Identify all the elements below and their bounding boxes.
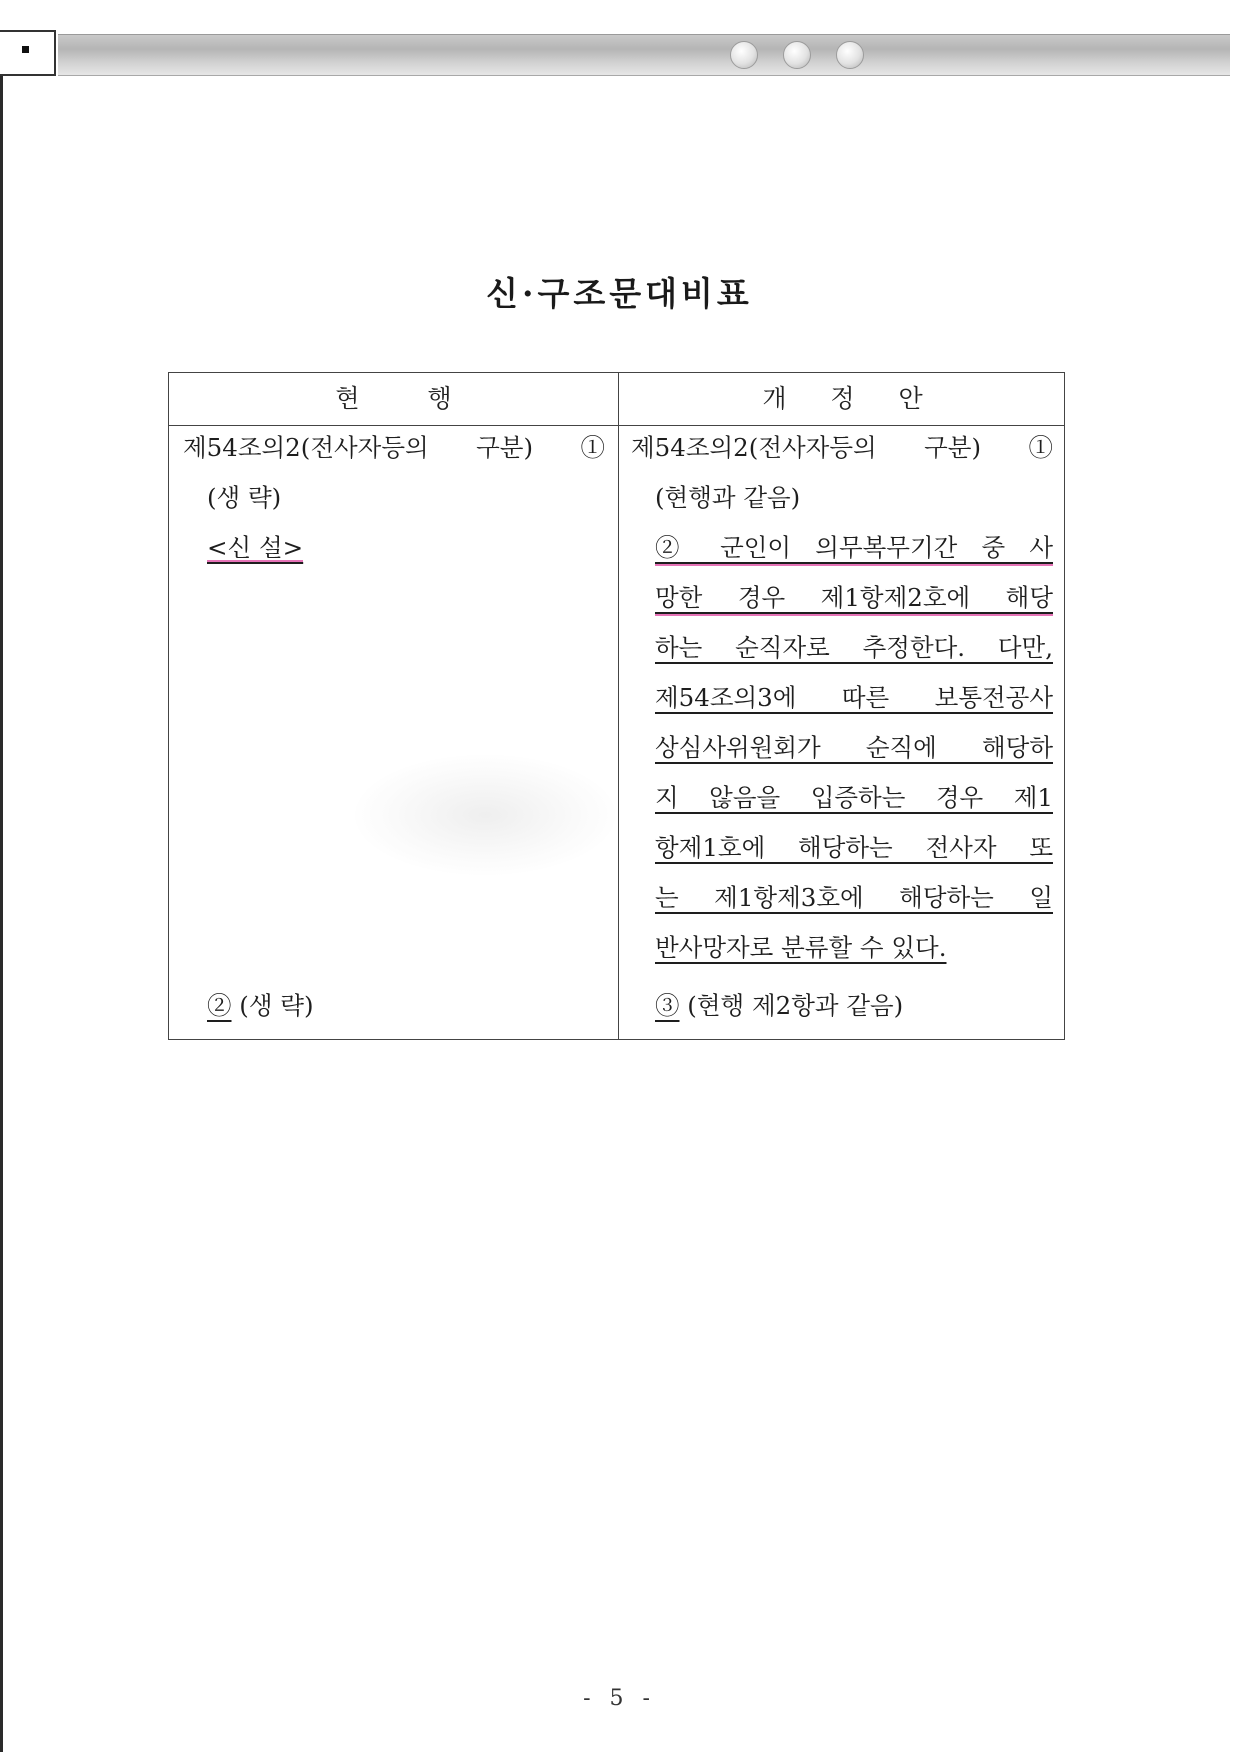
proposed-para3-same	[655, 989, 903, 1023]
proposed-para2-line: 지 않음을 입증하는 경우 제1	[655, 783, 1053, 812]
proposed-article-heading: 제54조의2(전사자등의 구분) ①	[631, 433, 1053, 462]
proposed-para2-line: 는 제1항제3호에 해당하는 일	[655, 883, 1053, 912]
binder-clip-icon	[783, 41, 811, 69]
header-current: 현 행	[335, 384, 452, 413]
proposed-para2-line: 반사망자로 분류할 수 있다.	[655, 933, 947, 962]
para-text: (현행 제2항과 같음)	[687, 991, 904, 1020]
page-number: - 5 -	[583, 1686, 656, 1711]
current-para2-omitted	[207, 989, 314, 1023]
proposed-para2-line: 상심사위원회가 순직에 해당하	[655, 733, 1053, 762]
proposed-para2-line: 하는 순직자로 추정한다. 다만,	[655, 633, 1053, 662]
comparison-table	[168, 372, 1065, 1040]
new-insert-label: <신 설>	[207, 533, 304, 562]
document-title: 신·구조문대비표	[486, 274, 753, 313]
proposed-para2-line: ② 군인이 의무복무기간 중 사	[655, 531, 1053, 566]
header-proposed: 개 정 안	[762, 384, 923, 413]
para-number: ②	[207, 991, 232, 1020]
column-divider	[618, 373, 619, 1039]
current-article-heading: 제54조의2(전사자등의 구분) ①	[183, 433, 605, 462]
proposed-para2-line: 항제1호에 해당하는 전사자 또	[655, 833, 1053, 862]
binder-clip-icon	[836, 41, 864, 69]
binder-clip-icon	[730, 41, 758, 69]
scan-corner-marker	[0, 30, 56, 76]
para-text: (생 략)	[239, 991, 314, 1020]
scan-marker-dot	[22, 46, 29, 53]
current-para1-omitted: (생 략)	[207, 483, 282, 512]
scanner-clip-strip	[58, 34, 1230, 76]
header-rule	[169, 425, 1064, 426]
proposed-para2-line: 제54조의3에 따른 보통전공사	[655, 683, 1053, 712]
para-number: ③	[655, 991, 680, 1020]
current-new-insert-marker	[207, 531, 303, 565]
proposed-para2-line: 망한 경우 제1항제2호에 해당	[655, 581, 1053, 616]
proposed-para1-same: (현행과 같음)	[655, 483, 801, 512]
